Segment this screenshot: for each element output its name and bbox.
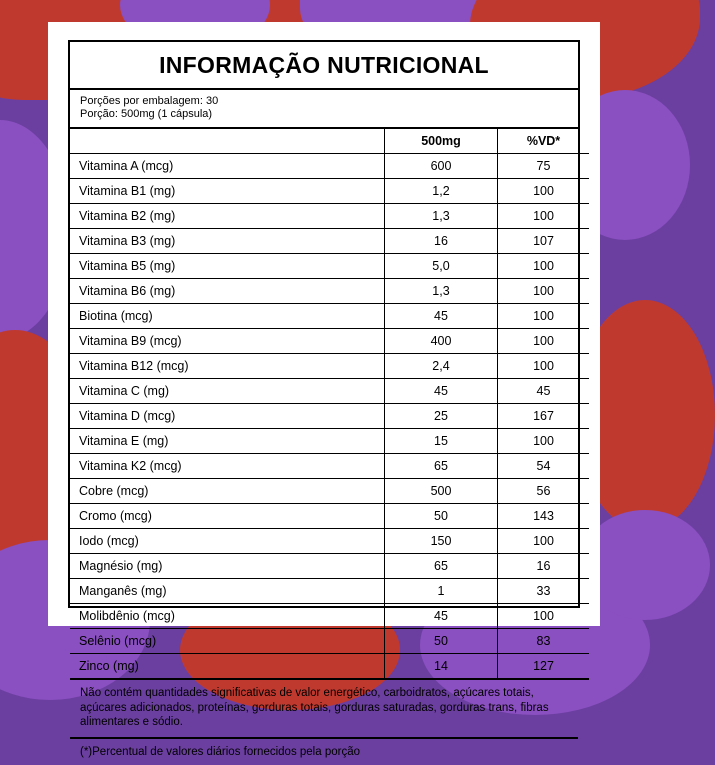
nutrition-facts-panel (68, 40, 580, 758)
table-row (70, 454, 589, 479)
nutrient-daily-value: 100 (498, 304, 590, 329)
nutrient-amount: 14 (385, 654, 498, 680)
nutrient-daily-value: 107 (498, 229, 590, 254)
nutrient-daily-value: 83 (498, 629, 590, 654)
table-header-row (70, 129, 589, 154)
nutrient-amount: 150 (385, 529, 498, 554)
nutrient-amount: 45 (385, 379, 498, 404)
nutrient-amount: 65 (385, 454, 498, 479)
nutrient-amount: 600 (385, 154, 498, 179)
nutrient-name: Vitamina A (mcg) (70, 154, 385, 179)
nutrient-daily-value: 56 (498, 479, 590, 504)
footnote-daily-value: (*)Percentual de valores diários fornecidos pela porção (80, 745, 360, 758)
column-header-nutrient (70, 129, 385, 154)
nutrient-daily-value: 16 (498, 554, 590, 579)
nutrient-daily-value: 143 (498, 504, 590, 529)
nutrient-amount: 400 (385, 329, 498, 354)
nutrient-daily-value: 100 (498, 254, 590, 279)
nutrient-amount: 25 (385, 404, 498, 429)
nutrient-daily-value: 100 (498, 604, 590, 629)
nutrient-name: Vitamina B5 (mg) (70, 254, 385, 279)
nutrient-amount: 45 (385, 604, 498, 629)
nutrient-daily-value: 45 (498, 379, 590, 404)
nutrient-daily-value: 54 (498, 454, 590, 479)
nutrient-daily-value: 100 (498, 204, 590, 229)
nutrient-daily-value: 100 (498, 329, 590, 354)
nutrient-name: Biotina (mcg) (70, 304, 385, 329)
nutrient-name: Vitamina E (mg) (70, 429, 385, 454)
table-row (70, 629, 589, 654)
nutrient-amount: 1,3 (385, 204, 498, 229)
nutrition-table (70, 129, 589, 680)
table-row (70, 504, 589, 529)
nutrient-amount: 1,2 (385, 179, 498, 204)
table-row (70, 229, 589, 254)
nutrient-name: Manganês (mg) (70, 579, 385, 604)
nutrient-daily-value: 127 (498, 654, 590, 680)
table-row (70, 529, 589, 554)
table-head (70, 129, 589, 154)
table-row (70, 554, 589, 579)
nutrient-daily-value: 100 (498, 354, 590, 379)
nutrient-name: Cobre (mcg) (70, 479, 385, 504)
servings-per-package: Porções por embalagem: 30 (80, 95, 219, 107)
nutrient-name: Selênio (mcg) (70, 629, 385, 654)
table-row (70, 179, 589, 204)
table-row (70, 429, 589, 454)
footnote-nutrients: Não contém quantidades significativas de valor energético, carboidratos, açúcares totais, açúcares adicionados, proteínas, gorduras totais, gorduras saturadas, gorduras trans, fibras alimentares e sódio. (70, 680, 578, 739)
nutrient-name: Cromo (mcg) (70, 504, 385, 529)
nutrient-name: Zinco (mg) (70, 654, 385, 680)
nutrient-name: Vitamina B12 (mcg) (70, 354, 385, 379)
serving-size: Porção: 500mg (1 cápsula) (80, 108, 213, 120)
table-row (70, 579, 589, 604)
table-row (70, 604, 589, 629)
nutrient-amount: 16 (385, 229, 498, 254)
table-row (70, 354, 589, 379)
nutrient-name: Iodo (mcg) (70, 529, 385, 554)
nutrient-name: Molibdênio (mcg) (70, 604, 385, 629)
column-header-daily-value: %VD* (498, 129, 590, 154)
nutrient-daily-value: 100 (498, 179, 590, 204)
nutrient-daily-value: 167 (498, 404, 590, 429)
table-row (70, 304, 589, 329)
nutrient-name: Vitamina B1 (mg) (70, 179, 385, 204)
nutrient-daily-value: 33 (498, 579, 590, 604)
nutrient-amount: 65 (385, 554, 498, 579)
nutrient-daily-value: 75 (498, 154, 590, 179)
nutrient-amount: 50 (385, 504, 498, 529)
page-title: INFORMAÇÃO NUTRICIONAL (70, 42, 578, 90)
nutrient-daily-value: 100 (498, 529, 590, 554)
nutrient-amount: 1 (385, 579, 498, 604)
table-row (70, 154, 589, 179)
table-row (70, 254, 589, 279)
table-row (70, 204, 589, 229)
nutrient-amount: 5,0 (385, 254, 498, 279)
nutrient-name: Vitamina K2 (mcg) (70, 454, 385, 479)
nutrient-name: Vitamina B3 (mg) (70, 229, 385, 254)
table-row (70, 329, 589, 354)
nutrient-name: Magnésio (mg) (70, 554, 385, 579)
nutrient-name: Vitamina D (mcg) (70, 404, 385, 429)
table-row (70, 379, 589, 404)
serving-information (70, 90, 578, 129)
nutrient-amount: 50 (385, 629, 498, 654)
nutrient-amount: 500 (385, 479, 498, 504)
nutrient-daily-value: 100 (498, 429, 590, 454)
nutrient-amount: 45 (385, 304, 498, 329)
table-row (70, 654, 589, 680)
nutrient-name: Vitamina B2 (mg) (70, 204, 385, 229)
table-row (70, 404, 589, 429)
label-card (48, 22, 600, 758)
nutrient-name: Vitamina B9 (mcg) (70, 329, 385, 354)
nutrient-amount: 1,3 (385, 279, 498, 304)
nutrient-name: Vitamina C (mg) (70, 379, 385, 404)
nutrient-daily-value: 100 (498, 279, 590, 304)
table-row (70, 479, 589, 504)
nutrient-name: Vitamina B6 (mg) (70, 279, 385, 304)
column-header-amount: 500mg (385, 129, 498, 154)
table-body (70, 154, 589, 680)
nutrient-amount: 2,4 (385, 354, 498, 379)
nutrient-amount: 15 (385, 429, 498, 454)
table-row (70, 279, 589, 304)
